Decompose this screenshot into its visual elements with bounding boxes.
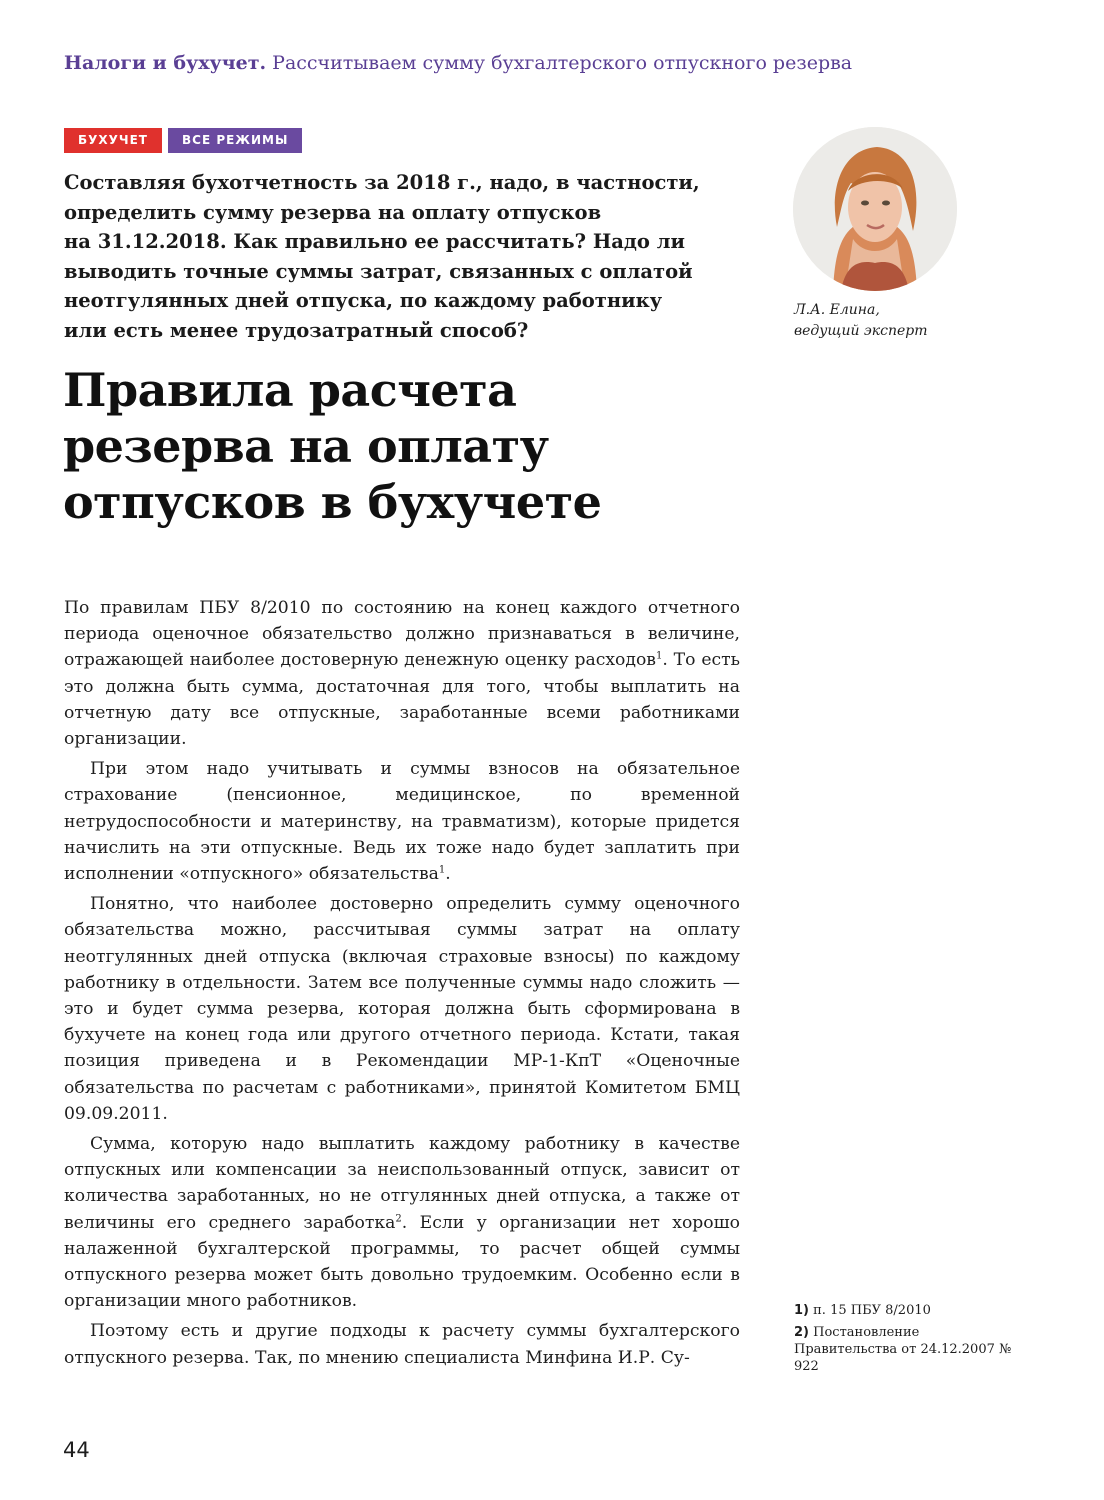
running-header xyxy=(64,52,852,74)
footnote-text: Постановление Правительства от 24.12.2007 № 922 xyxy=(794,1325,1012,1374)
paragraph-4 xyxy=(64,1131,740,1314)
lead-line: определить сумму резерва на оплату отпусков xyxy=(64,200,602,224)
article-title xyxy=(63,362,601,530)
tag-accounting: БУХУЧЕТ xyxy=(64,128,162,153)
paragraph-text: . То есть это должна быть сумма, достаточная для того, чтобы выплатить на отчетную дату все отпускные, заработанные всеми работниками организации. xyxy=(64,650,740,750)
paragraph-2 xyxy=(64,756,740,887)
title-line: резерва на оплату xyxy=(63,419,549,473)
article-body xyxy=(64,595,740,1371)
footnote-ref[interactable]: 1 xyxy=(438,864,446,876)
footnote-number: 1) xyxy=(794,1303,809,1318)
page-number: 44 xyxy=(63,1438,90,1462)
tag-all-regimes: ВСЕ РЕЖИМЫ xyxy=(168,128,302,153)
lead-line: Составляя бухотчетность за 2018 г., надо, в частности, xyxy=(64,171,700,194)
paragraph-text: . Если у организации нет хорошо налаженной бухгалтерской программы, то расчет общей суммы отпускного резерва может быть довольно трудоемким. Особенно если в организации много работников. xyxy=(64,1212,740,1312)
footnote-ref[interactable]: 2 xyxy=(395,1212,402,1224)
lead-line: или есть менее трудозатратный способ? xyxy=(64,318,529,342)
author-caption xyxy=(794,300,928,342)
header-subtitle: Рассчитываем сумму бухгалтерского отпускного резерва xyxy=(272,52,853,74)
paragraph-text: По правилам ПБУ 8/2010 по состоянию на конец каждого отчетного периода оценочное обязательство должно признаваться в величине, отражающей наиболее достоверную денежную оценку расходов xyxy=(64,598,740,671)
title-line: отпусков в бухучете xyxy=(63,475,602,529)
rubric-tags xyxy=(64,128,302,153)
paragraph-text: При этом надо учитывать и суммы взносов на обязательное страхование (пенсионное, медицинское, по временной нетрудоспособности и материнству, на травматизм), которые придется начислить на эти отпускные. Ведь их тоже надо будет заплатить при исполнении «отпускного» обязательства xyxy=(64,759,740,885)
title-line: Правила расчета xyxy=(63,363,517,417)
header-section: Налоги и бухучет. xyxy=(64,52,267,74)
paragraph-text: . xyxy=(445,864,451,885)
author-role: ведущий эксперт xyxy=(794,323,928,339)
author-name: Л.А. Елина, xyxy=(794,302,880,318)
footnote-1 xyxy=(794,1302,1014,1319)
footnote-text: п. 15 ПБУ 8/2010 xyxy=(813,1303,931,1318)
paragraph-1 xyxy=(64,595,740,752)
footnotes xyxy=(794,1302,1014,1380)
paragraph-text: Сумма, которую надо выплатить каждому работнику в качестве отпускных или компенсации за неиспользованный отпуск, зависит от количества заработанных, но не отгулянных дней отпуска, а также от величины его среднего заработка xyxy=(64,1134,740,1233)
footnote-ref[interactable]: 1 xyxy=(656,650,663,662)
lead-line: выводить точные суммы затрат, связанных с оплатой xyxy=(64,259,693,283)
author-portrait-image xyxy=(793,127,957,291)
paragraph-5: Поэтому есть и другие подходы к расчету суммы бухгалтерского отпускного резерва. Так, по мнению специалиста Минфина И.Р. Су- xyxy=(64,1321,740,1368)
footnote-2 xyxy=(794,1324,1014,1375)
lead-question xyxy=(64,168,754,345)
lead-line: на 31.12.2018. Как правильно ее рассчитать? Надо ли xyxy=(64,230,685,253)
paragraph-3: Понятно, что наиболее достоверно определить сумму оценочного обязательства можно, рассчитывая суммы затрат на оплату неотгулянных дней отпуска (включая страховые взносы) по каждому работнику в отдельности. Затем все полученные суммы надо сложить — это и будет сумма резерва, которая должна быть сформирована в бухучете на конец года или другого отчетного периода. Кстати, такая позиция приведена и в Рекомендации МР-1-КпТ «Оценочные обязательства по расчетам с работниками», принятой Комитетом БМЦ 09.09.2011. xyxy=(64,894,740,1124)
lead-line: неотгулянных дней отпуска, по каждому работнику xyxy=(64,289,663,312)
author-photo xyxy=(793,127,957,291)
footnote-number: 2) xyxy=(794,1325,809,1340)
